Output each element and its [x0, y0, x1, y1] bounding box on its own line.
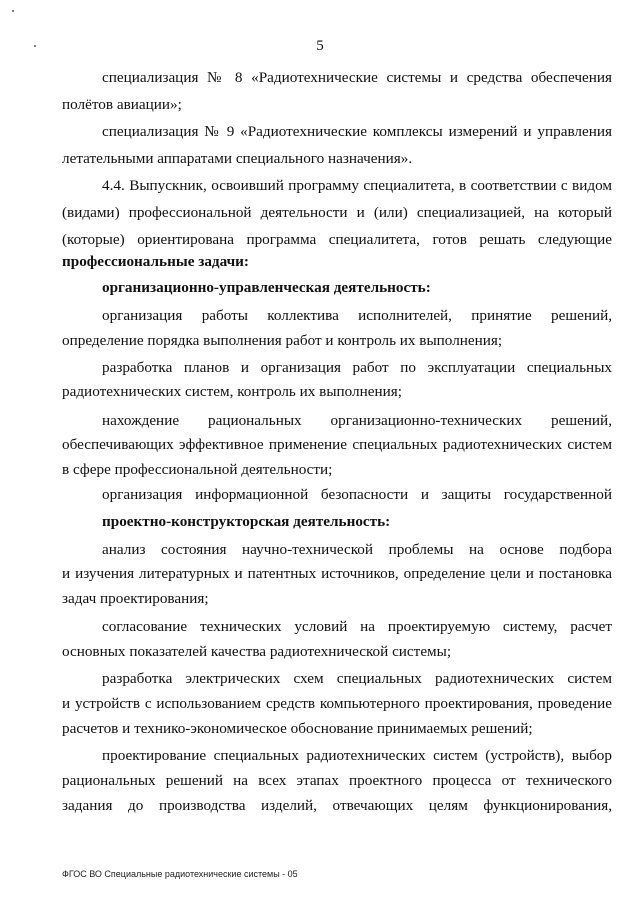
text-line: расчетов и технико-экономическое обоснование принимаемых решений;: [62, 720, 533, 737]
text-line: согласование технических условий на проектируемую систему, расчет: [102, 618, 612, 635]
text-line: разработка планов и организация работ по эксплуатации специальных: [102, 359, 612, 376]
text-line: разработка электрических схем специальных радиотехнических систем: [102, 670, 612, 687]
text-line: проектирование специальных радиотехнических систем (устройств), выбор: [102, 747, 612, 764]
text-line: летательными аппаратами специального назначения».: [62, 150, 413, 167]
text-line: определение порядка выполнения работ и контроль их выполнения;: [62, 332, 503, 349]
text-line: полётов авиации»;: [62, 96, 182, 113]
text-line: и изучения литературных и патентных источников, определение цели и постановка: [62, 565, 612, 582]
section-heading: проектно-конструкторская деятельность:: [102, 513, 391, 530]
text-line: и устройств с использованием средств компьютерного проектирования, проведение: [62, 695, 612, 712]
text-line: радиотехнических систем, контроль их выполнения;: [62, 383, 402, 400]
section-heading: организационно-управленческая деятельность:: [102, 279, 431, 296]
text-line: специализация № 9 «Радиотехнические комплексы измерений и управления: [102, 123, 612, 140]
text-line-bold: профессиональные задачи:: [62, 253, 249, 270]
text-line: рациональных решений на всех этапах проектного процесса от технического: [62, 772, 612, 789]
text-line: (видами) профессиональной деятельности и (или) специализацией, на который: [62, 204, 612, 221]
scan-speck: [12, 10, 14, 12]
page-number: 5: [316, 38, 324, 54]
text-line: в сфере профессиональной деятельности;: [62, 461, 333, 478]
scan-speck: [34, 45, 36, 47]
text-line: нахождение рациональных организационно-технических решений,: [102, 412, 612, 429]
text-line: задач проектирования;: [62, 590, 209, 607]
text-line: обеспечивающих эффективное применение специальных радиотехнических систем: [62, 436, 612, 453]
text-line: 4.4. Выпускник, освоивший программу специалитета, в соответствии с видом: [102, 177, 612, 194]
text-line: (которые) ориентирована программа специалитета, готов решать следующие: [62, 231, 612, 248]
text-line: организация работы коллектива исполнителей, принятие решений,: [102, 307, 612, 324]
footer: ФГОС ВО Специальные радиотехнические системы - 05: [62, 869, 298, 879]
text-line: специализация № 8 «Радиотехнические системы и средства обеспечения: [102, 69, 612, 86]
text-line: задания до производства изделий, отвечающих целям функционирования,: [62, 797, 612, 814]
text-line: анализ состояния научно-технической проблемы на основе подбора: [102, 541, 612, 558]
text-line: основных показателей качества радиотехнической системы;: [62, 643, 452, 660]
text-line: организация информационной безопасности и защиты государственной: [102, 486, 612, 503]
